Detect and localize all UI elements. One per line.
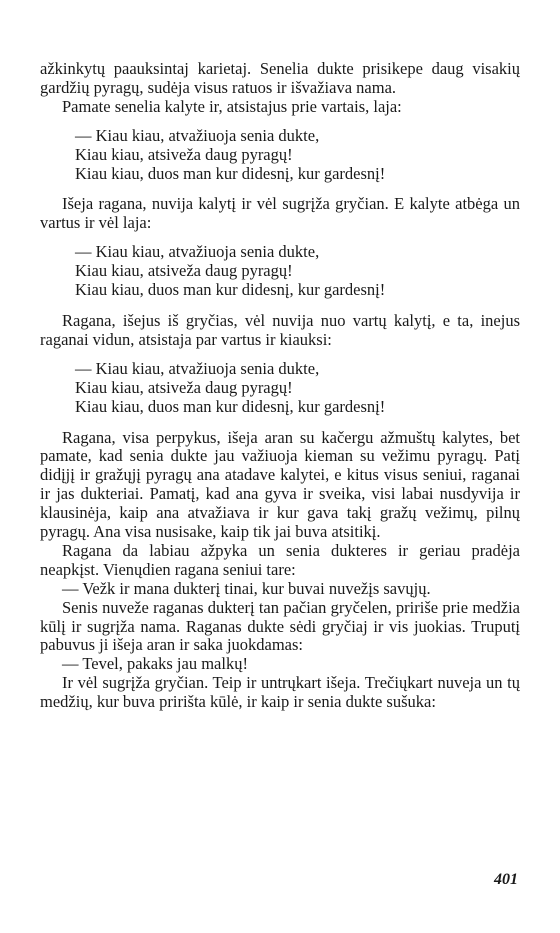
verse-line: — Kiau kiau, atvažiuoja senia dukte, [75, 125, 320, 145]
verse [75, 127, 520, 184]
paragraph: ažkinkytų paauksintaj karietaj. Senelia dukte prisikepe daug visakių gardžių pyragų, sudėja visus ratuos ir išvažiava nama. [40, 59, 520, 97]
page-number: 401 [494, 871, 518, 888]
verse-line: — Kiau kiau, atvažiuoja senia dukte, [75, 358, 320, 378]
verse-line: Kiau kiau, atsiveža daug pyragų! [75, 261, 293, 281]
verse-line: Kiau kiau, atsiveža daug pyragų! [75, 144, 293, 164]
paragraph: Ir vėl sugrįža gryčian. Teip ir untrųkart išeja. Trečiųkart nuveja un tų medžių, kur buva pririšta kūlė, ir kaip ir senia dukte sušuka: [40, 673, 520, 712]
paragraph: Išeja ragana, nuvija kalytį ir vėl sugrįža gryčian. E kalyte atbėga un vartus ir vėl laja: [40, 194, 520, 233]
paragraph: Pamate senelia kalyte ir, atsistajus prie vartais, laja: [62, 96, 402, 116]
verse-line: Kiau kiau, duos man kur didesnį, kur gardesnį! [75, 163, 386, 183]
verse [75, 360, 520, 417]
verse [75, 243, 520, 300]
paragraph: Ragana, išejus iš gryčias, vėl nuvija nuo vartų kalytį, e ta, inejus raganai vidun, atsistaja par vartus ir kiauksi: [40, 310, 520, 349]
verse-line: — Kiau kiau, atvažiuoja senia dukte, [75, 242, 320, 262]
paragraph: Senis nuveže raganas dukterį tan pačian gryčelen, pririše prie medžia kūlį ir sugrįža nama. Raganas dukte sėdi gryčiaj ir vis juokias. Truputį pabuvus ji išeja aran ir saka juokdamas: [40, 597, 520, 655]
paragraph: — Tevel, pakaks jau malkų! [62, 654, 248, 674]
verse-line: Kiau kiau, duos man kur didesnį, kur gardesnį! [75, 280, 386, 300]
paragraph: — Vežk ir mana dukterį tinai, kur buvai nuvežįs savųjų. [62, 578, 431, 598]
paragraph: Ragana, visa perpykus, išeja aran su kačergu ažmuštų kalytes, bet pamate, kad senia dukte jau važiuoja kieman su vežimu pyragų. Patį didįjį ir gražųjį pyragų ana atadave kalytei, e kitus visus seniui, raganai ir jas dukteriai. Pamatį, kad ana gyva ir sveika, visi labai nusdyvija ir klausinėja, kaip ana atvažiava ir kur gava takį gražų vežimų, pilnų pyragų. Ana visa nusisake, kaip tik jai buva atsitikį. [40, 427, 520, 542]
verse-line: Kiau kiau, duos man kur didesnį, kur gardesnį! [75, 396, 386, 416]
body-text [40, 60, 520, 712]
verse-line: Kiau kiau, atsiveža daug pyragų! [75, 377, 293, 397]
paragraph: Ragana da labiau ažpyka un senia dukteres ir geriau pradėja neapkįst. Vienųdien ragana seniui tare: [40, 540, 520, 579]
